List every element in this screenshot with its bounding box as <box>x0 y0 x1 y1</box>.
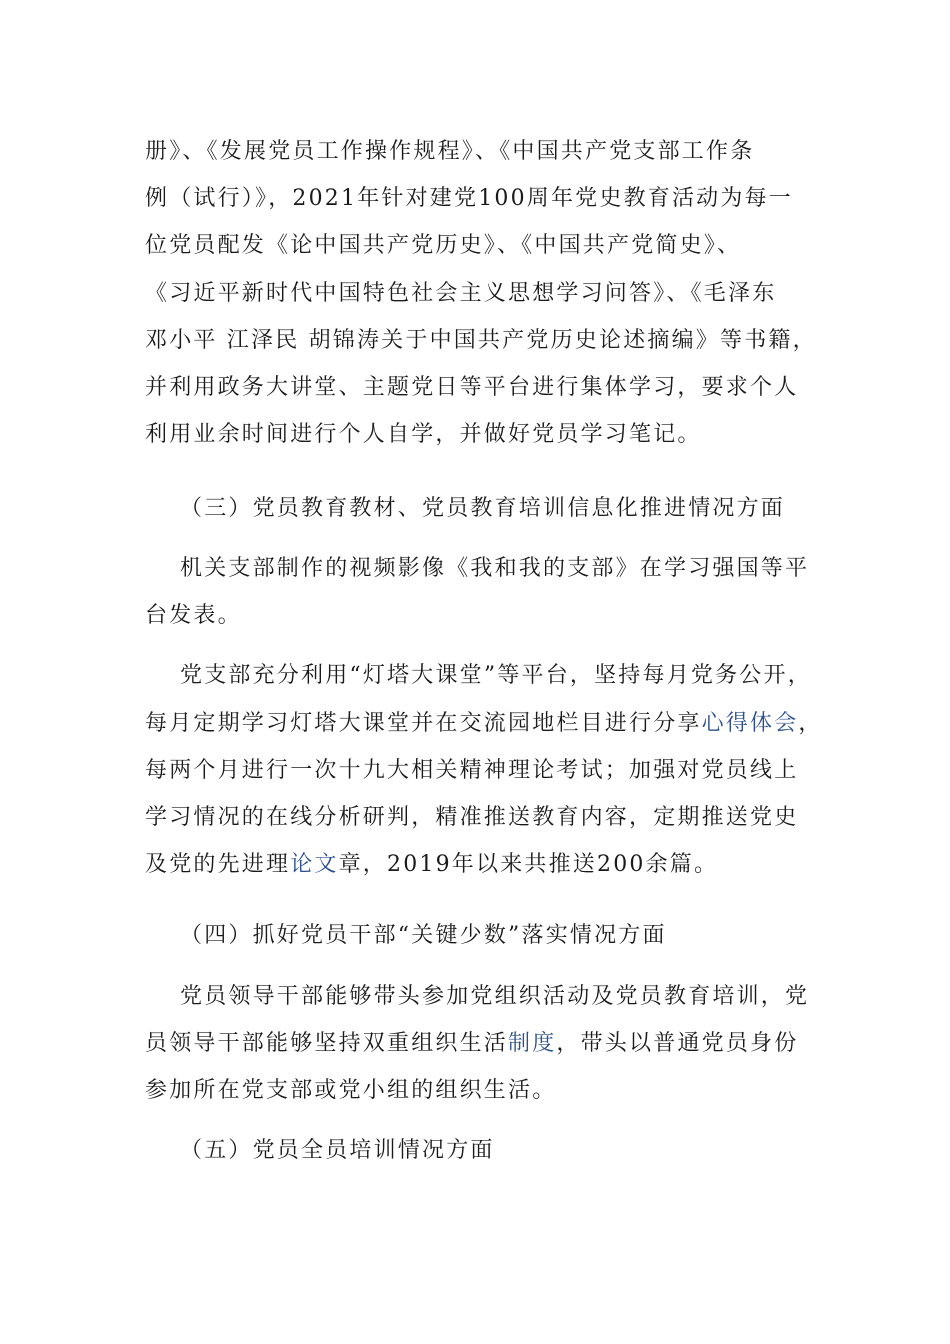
paragraph-line: 位党员配发《论中国共产党历史》、《中国共产党简史》、 <box>145 233 742 258</box>
text-run: 章，2019年以来共推送200余篇。 <box>338 852 719 877</box>
keyword-link[interactable]: 心得体会 <box>701 711 799 736</box>
text-run: 及党的先进理 <box>145 852 291 877</box>
paragraph-line: 邓小平 江泽民 胡锦涛关于中国共产党历史论述摘编》等书籍， <box>145 328 817 353</box>
keyword-link[interactable]: 论文 <box>290 852 339 877</box>
paragraph-line: 《习近平新时代中国特色社会主义思想学习问答》、《毛泽东 <box>145 281 777 306</box>
section-heading-4: （四）抓好党员干部“关键少数”落实情况方面 <box>180 923 667 948</box>
text-run: ，带头以普通党员身份 <box>556 1031 799 1056</box>
paragraph-line: 例（试行）》，2021年针对建党100周年党史教育活动为每一 <box>145 186 793 211</box>
paragraph-line <box>145 1029 798 1059</box>
paragraph-line: 学习情况的在线分析研判，精准推送教育内容，定期推送党史 <box>145 805 799 830</box>
paragraph-line: 册》、《发展党员工作操作规程》、《中国共产党支部工作条 <box>145 139 755 164</box>
section-heading-5: （五）党员全员培训情况方面 <box>180 1138 495 1163</box>
paragraph-line: 利用业余时间进行个人自学，并做好党员学习笔记。 <box>145 422 702 447</box>
paragraph-line <box>145 850 718 880</box>
paragraph-line: 台发表。 <box>145 603 242 628</box>
paragraph-line: 党支部充分利用“灯塔大课堂”等平台，坚持每月党务公开， <box>180 663 812 688</box>
paragraph-line: 机关支部制作的视频影像《我和我的支部》在学习强国等平 <box>180 556 810 581</box>
paragraph-line: 每两个月进行一次十九大相关精神理论考试；加强对党员线上 <box>145 758 799 783</box>
paragraph-line: 参加所在党支部或党小组的组织生活。 <box>145 1078 557 1103</box>
text-run: 员领导干部能够坚持双重组织生活 <box>145 1031 509 1056</box>
text-run: ， <box>798 711 823 736</box>
text-run: 每月定期学习灯塔大课堂并在交流园地栏目进行分享 <box>145 711 702 736</box>
paragraph-line: 并利用政务大讲堂、主题党日等平台进行集体学习，要求个人 <box>145 375 799 400</box>
paragraph-line: 党员领导干部能够带头参加党组织活动及党员教育培训，党 <box>180 984 810 1009</box>
paragraph-line <box>145 709 823 739</box>
section-heading-3: （三）党员教育教材、党员教育培训信息化推进情况方面 <box>180 496 786 521</box>
keyword-link[interactable]: 制度 <box>508 1031 557 1056</box>
